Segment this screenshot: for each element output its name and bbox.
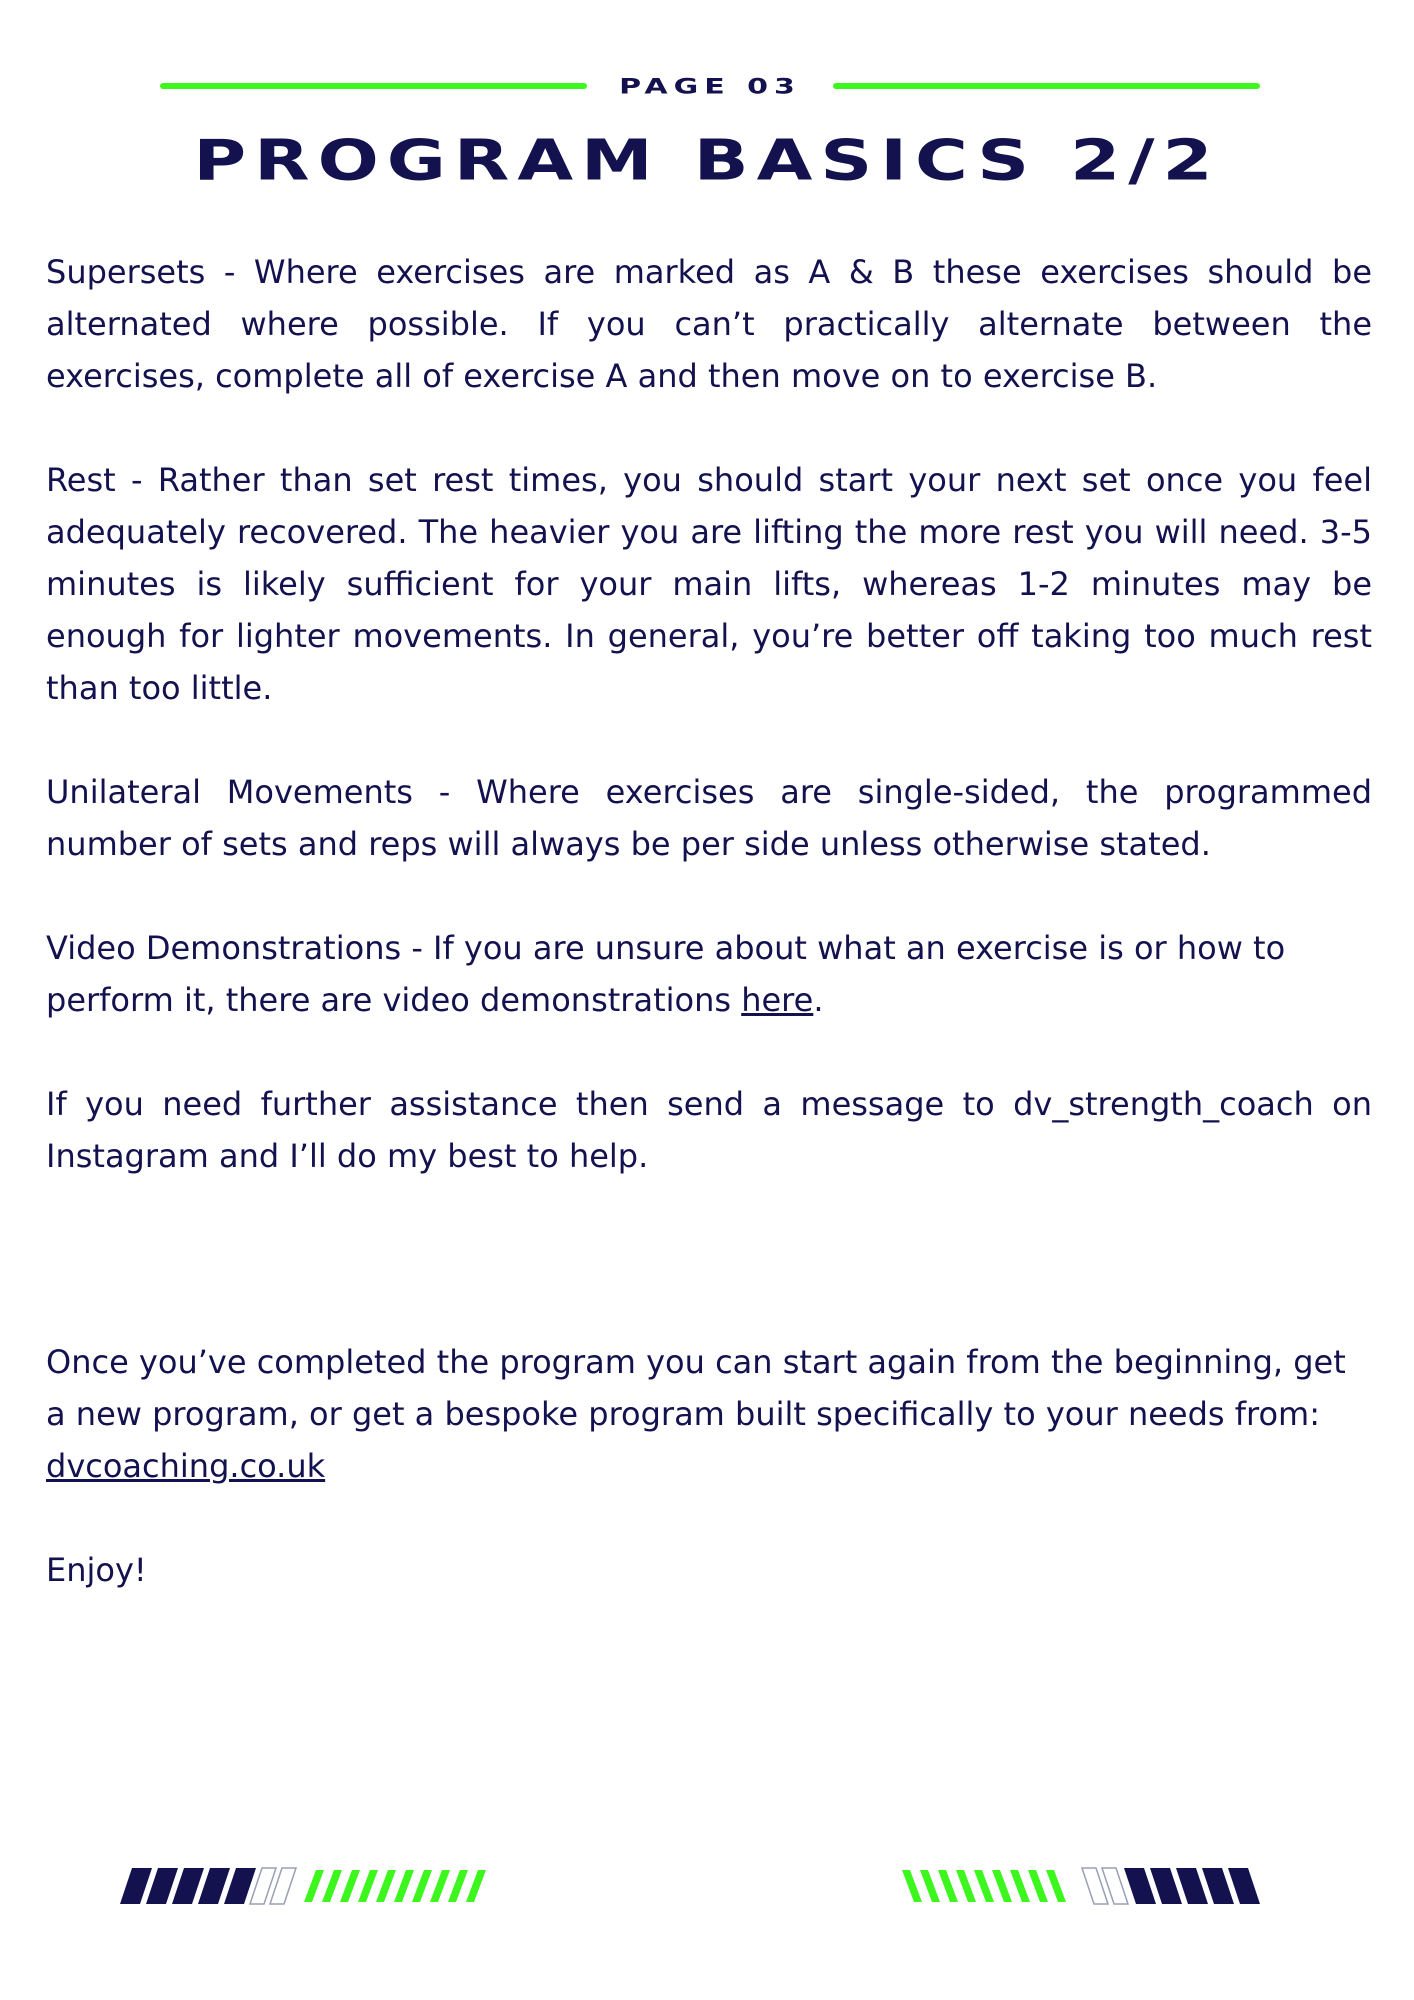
header-divider-left: [160, 83, 587, 89]
video-demonstrations-link[interactable]: here: [741, 981, 814, 1019]
page-header: [160, 66, 1260, 106]
dvcoaching-link[interactable]: dvcoaching.co.uk: [46, 1447, 326, 1485]
stripes-outline-right: [1082, 1868, 1128, 1904]
paragraph-assistance: If you need further assistance then send a message to dv_strength_coach on Instagram and I’ll do my best to help.: [46, 1085, 1372, 1175]
stripes-green-right: [902, 1870, 1066, 1902]
paragraph-rest: Rest - Rather than set rest times, you should start your next set once you feel adequately recovered. The heavier you are lifting the more rest you will need. 3-5 minutes is likely sufficient for your main lifts, whereas 1-2 minutes may be enough for lighter movements. In general, you’re better off taking too much rest than too little.: [46, 461, 1372, 707]
video-text: Video Demonstrations - If you are unsure about what an exercise is or how to perform it, there are video demonstrations: [46, 929, 1286, 1019]
paragraph-video-demonstrations: [46, 922, 1372, 1026]
paragraph-unilateral: Unilateral Movements - Where exercises are single-sided, the programmed number of sets and reps will always be per side unless otherwise stated.: [46, 773, 1372, 863]
stripes-navy-left: [120, 1868, 256, 1904]
page-number-label: PAGE 03: [619, 73, 801, 99]
page-content: [46, 246, 1372, 1596]
paragraph-supersets: Supersets - Where exercises are marked as A & B these exercises should be alternated where possible. If you can’t practically alternate between the exercises, complete all of exercise A and then move on to exercise B.: [46, 253, 1372, 395]
paragraph-completed: [46, 1336, 1372, 1492]
stripes-green-left: [304, 1870, 486, 1902]
header-divider-right: [833, 83, 1260, 89]
stripes-navy-right: [1124, 1868, 1260, 1904]
page-title: PROGRAM BASICS 2/2: [193, 127, 1221, 193]
completed-text: Once you’ve completed the program you can start again from the beginning, get a new program, or get a bespoke program built specifically to your needs from:: [46, 1343, 1346, 1433]
stripe-bar-icon: [898, 1866, 1308, 1906]
video-text-end: .: [813, 981, 824, 1019]
paragraph-enjoy: Enjoy!: [46, 1551, 147, 1589]
stripes-outline-left: [250, 1868, 296, 1904]
stripe-bar-icon: [114, 1866, 514, 1906]
